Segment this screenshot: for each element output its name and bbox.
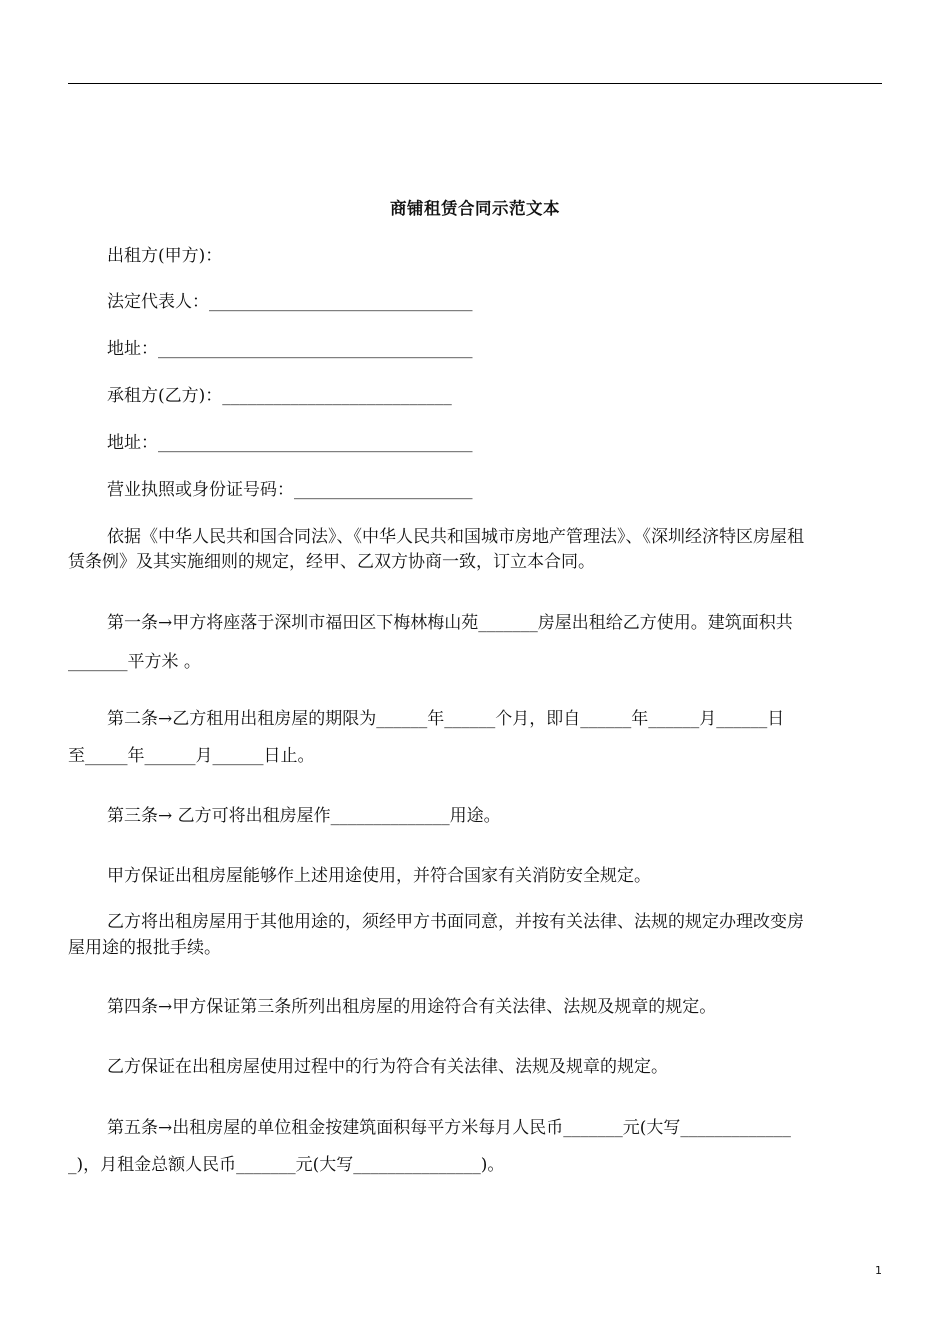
article-4-line: 第四条→甲方保证第三条所列出租房屋的用途符合有关法律、法规及规章的规定。 [107,997,717,1017]
article-3-other-use-line-1: 乙方将出租房屋用于其他用途的，须经甲方书面同意，并按有关法律、法规的规定办理改变房 [107,912,804,932]
header-rule [68,83,882,84]
page-number: 1 [875,1264,882,1277]
article-3-other-use-line-2: 屋用途的报批手续。 [68,938,221,958]
article-5-line-2: _)，月租金总额人民币_______元(大写_______________)。 [68,1155,505,1175]
lessor-address-line: 地址：_____________________________________ [107,339,473,359]
legal-rep-line: 法定代表人：_______________________________ [107,292,473,312]
article-1-line-1: 第一条→甲方将座落于深圳市福田区下梅林梅山苑_______房屋出租给乙方使用。建筑面积共 [107,613,793,633]
license-id-line: 营业执照或身份证号码：_____________________ [107,480,473,500]
basis-paragraph-line-2: 赁条例》及其实施细则的规定，经甲、乙双方协商一致，订立本合同。 [68,552,595,572]
article-3-line: 第三条→ 乙方可将出租房屋作______________用途。 [107,806,501,826]
article-2-line-1: 第二条→乙方租用出租房屋的期限为______年______个月，即自______年______月______日 [107,709,785,729]
basis-paragraph-line-1: 依据《中华人民共和国合同法》、《中华人民共和国城市房地产管理法》、《深圳经济特区房屋租 [107,527,804,547]
lessor-line: 出租方(甲方)： [107,246,223,266]
article-2-line-2: 至_____年______月______日止。 [68,746,315,766]
article-4-lessee-guarantee: 乙方保证在出租房屋使用过程中的行为符合有关法律、法规及规章的规定。 [107,1057,668,1077]
article-1-line-2: _______平方米 。 [68,652,201,672]
article-3-guarantee: 甲方保证出租房屋能够作上述用途使用，并符合国家有关消防安全规定。 [107,866,651,886]
page-title: 商铺租赁合同示范文本 [390,199,560,218]
article-5-line-1: 第五条→出租房屋的单位租金按建筑面积每平方米每月人民币_______元(大写_____________ [107,1118,791,1138]
lessee-address-line: 地址：_____________________________________ [107,433,473,453]
lessee-line: 承租方(乙方)：___________________________ [107,386,452,406]
